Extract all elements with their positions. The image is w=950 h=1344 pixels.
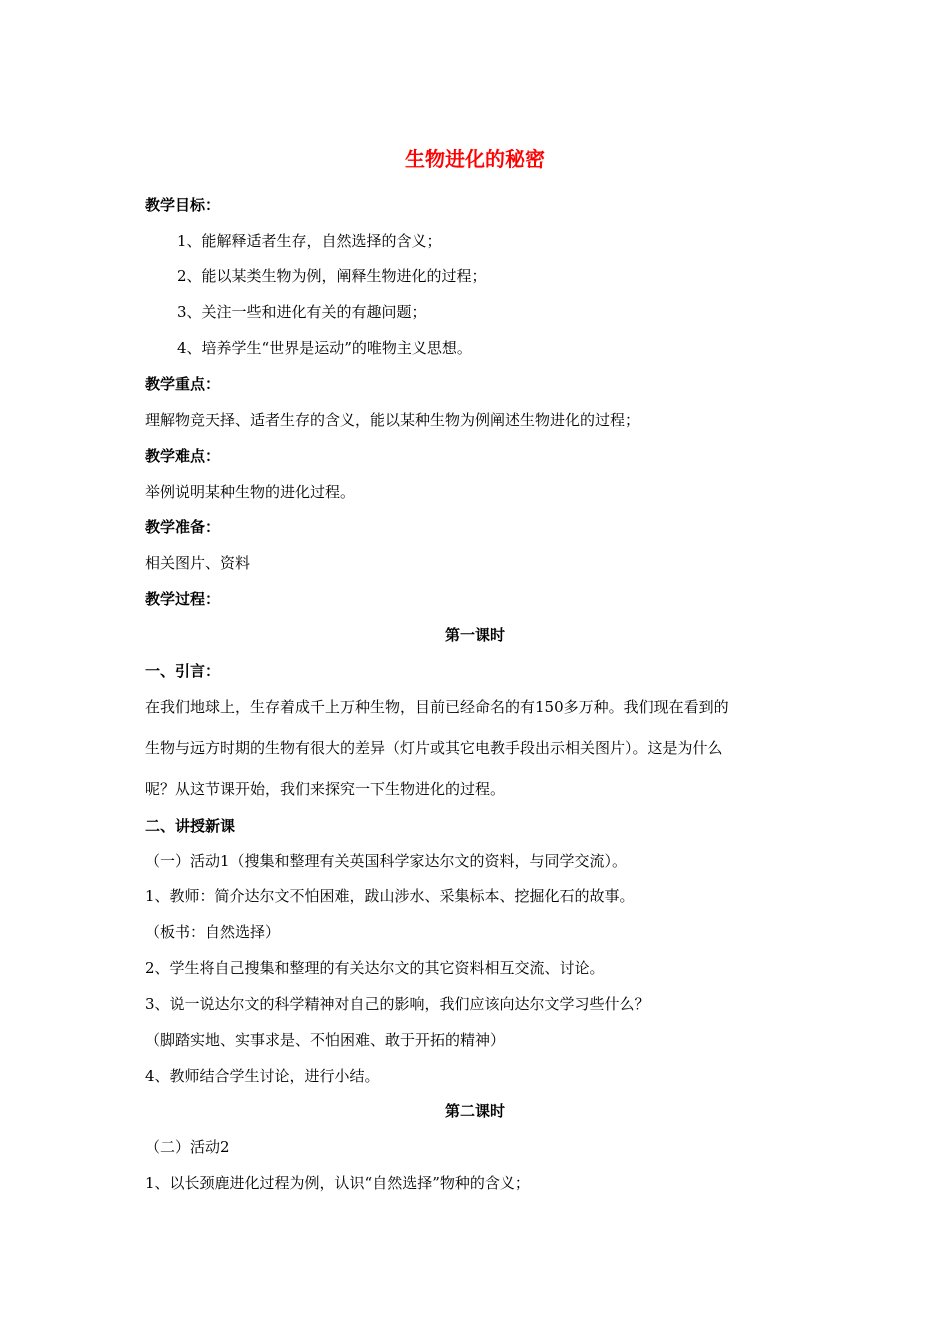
- intro-line: 在我们地球上，生存着成千上万种生物，目前已经命名的有150多万种。我们现在看到的: [145, 698, 729, 716]
- key-points-heading: 教学重点：: [145, 375, 221, 393]
- intro-heading: 一、引言：: [145, 662, 221, 680]
- difficulties-text: 举例说明某种生物的进化过程。: [145, 483, 356, 501]
- lesson-two-heading: 第二课时: [444, 1102, 505, 1120]
- activity-one-line: （板书：自然选择）: [145, 923, 281, 941]
- intro-line: 呢？从这节课开始，我们来探究一下生物进化的过程。: [145, 780, 506, 798]
- difficulties-heading: 教学难点：: [145, 447, 221, 465]
- document-title: 生物进化的秘密: [405, 147, 545, 171]
- objectives-heading: 教学目标：: [145, 196, 221, 214]
- lesson-one-heading: 第一课时: [444, 626, 505, 644]
- key-points-text: 理解物竞天择、适者生存的含义，能以某种生物为例阐述生物进化的过程；: [145, 411, 641, 429]
- activity-one-line: 2、学生将自己搜集和整理的有关达尔文的其它资料相互交流、讨论。: [145, 959, 605, 977]
- new-lesson-heading: 二、讲授新课: [145, 817, 236, 835]
- objective-item: 3、关注一些和进化有关的有趣问题；: [177, 303, 427, 321]
- objective-item: 4、培养学生“世界是运动”的唯物主义思想。: [177, 339, 472, 357]
- process-heading: 教学过程：: [145, 590, 221, 608]
- objective-item: 2、能以某类生物为例，阐释生物进化的过程；: [177, 267, 487, 285]
- activity-one-line: （一）活动1（搜集和整理有关英国科学家达尔文的资料，与同学交流）。: [145, 852, 628, 870]
- activity-one-line: （脚踏实地、实事求是、不怕困难、敢于开拓的精神）: [145, 1031, 506, 1049]
- activity-one-line: 4、教师结合学生讨论，进行小结。: [145, 1067, 380, 1085]
- intro-line: 生物与远方时期的生物有很大的差异（灯片或其它电教手段出示相关图片）。这是为什么: [145, 739, 723, 757]
- activity-one-line: 1、教师：简介达尔文不怕困难，跋山涉水、采集标本、挖掘化石的故事。: [145, 887, 635, 905]
- activity-two-line: 1、以长颈鹿进化过程为例，认识“自然选择”物种的含义；: [145, 1174, 530, 1192]
- activity-two-line: （二）活动2: [145, 1138, 230, 1156]
- objective-item: 1、能解释适者生存，自然选择的含义；: [177, 232, 442, 250]
- activity-one-line: 3、说一说达尔文的科学精神对自己的影响，我们应该向达尔文学习些什么？: [145, 995, 650, 1013]
- preparation-text: 相关图片、资料: [145, 554, 251, 572]
- preparation-heading: 教学准备：: [145, 518, 221, 536]
